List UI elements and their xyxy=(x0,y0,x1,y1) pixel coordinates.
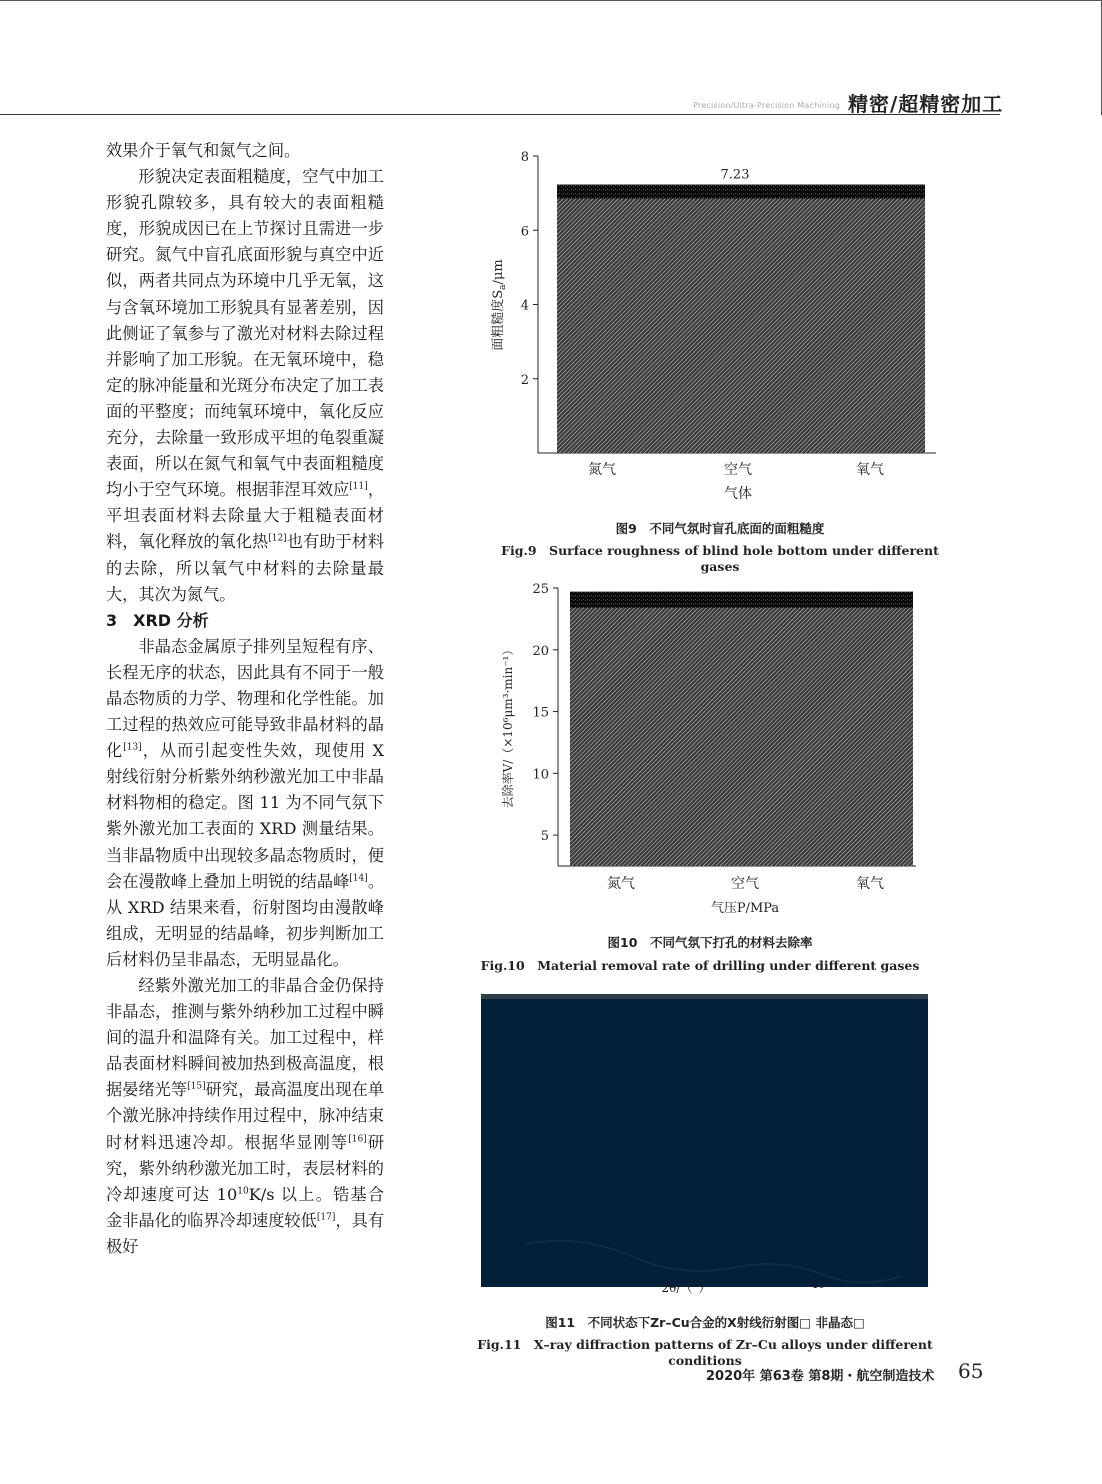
fig10-caption-cn: 图10 不同气氛下打孔的材料去除率 xyxy=(607,935,813,950)
body-text-column xyxy=(106,138,384,1260)
paragraph-3 xyxy=(106,973,384,1260)
paragraph-1 xyxy=(106,164,384,608)
fig9-caption-en: Fig.9 Surface roughness of blind hole bottom under different gases xyxy=(501,543,939,574)
fig10-chart xyxy=(490,578,950,923)
fig9-ytick-label: 2 xyxy=(520,372,529,388)
citation: [17] xyxy=(316,1212,336,1223)
citation: [15] xyxy=(187,1081,206,1092)
fig9-ylabel-main: 面粗糙度S xyxy=(491,289,506,351)
fig10-y-axis-label: 去除率V/（×10⁶μm³·min⁻¹） xyxy=(501,643,515,809)
fig10-xtick-oxygen: 氧气 xyxy=(856,876,884,892)
fig9-ytick-label: 8 xyxy=(520,150,529,165)
fig11-caption-en: Fig.11 X–ray diffraction patterns of Zr–Cu alloys under different conditions xyxy=(477,1337,933,1368)
paragraph-2-text-b: ，从而引起变性失效，现使用 X 射线衍射分析紫外纳秒激光加工中非晶材料物相的稳定。图 11 为不同气氛下紫外激光加工表面的 XRD 测量结果。当非晶物质中出现较多晶态物质时，便会在漫散峰上叠加上明锐的结晶峰 xyxy=(106,741,384,891)
fig10-bar xyxy=(570,592,913,866)
paragraph-3-text-d: K/s 以上。锆基合金非晶化的临界冷却速度较低 xyxy=(106,1184,385,1230)
fig10-ytick-label: 10 xyxy=(532,767,549,783)
citation: [12] xyxy=(268,534,287,545)
fig9-bar-top-band xyxy=(557,185,925,199)
section-heading: 3 XRD 分析 xyxy=(106,610,209,630)
fig11-x-axis-label: 2θ/（°） xyxy=(661,1281,711,1294)
fig9-y-axis-label xyxy=(490,259,508,350)
citation: [11] xyxy=(349,481,368,492)
paragraph-3-text-c: 研究，紫外纳秒激光加工时，表层材料的冷却速度可达 10 xyxy=(106,1132,385,1204)
fig9-ylabel-sub: a xyxy=(498,284,508,290)
fig9-caption-cn: 图9 不同气氛时盲孔底面的面粗糙度 xyxy=(615,521,825,536)
fig11-top-noise-band xyxy=(481,994,928,999)
header-section-en: Precision/Ultra-Precision Machining xyxy=(693,101,840,110)
paragraph-1-text-c: 也有助于材料的去除，所以氧气中材料的去除量最大，其次为氮气。 xyxy=(106,532,385,604)
top-border xyxy=(0,0,1102,1)
fig11-xrd-figure xyxy=(481,994,928,1294)
fig10-xtick-nitrogen: 氮气 xyxy=(607,876,635,892)
exponent: 10 xyxy=(237,1186,249,1197)
fig9-xtick-air: 空气 xyxy=(724,462,752,478)
paragraph-2 xyxy=(106,634,384,973)
fig9-chart xyxy=(490,140,950,510)
footer-journal: 2020年 第63卷 第8期・航空制造技术 xyxy=(706,1369,935,1384)
paragraph-0: 效果介于氧气和氮气之间。 xyxy=(106,141,301,160)
paragraph-3-text-b: 研究，最高温度出现在单个激光脉冲持续作用过程中，脉冲结束时材料迅速冷却。根据华显刚等 xyxy=(106,1080,385,1152)
fig10-x-axis-label: 气压P/MPa xyxy=(710,901,780,916)
fig10-ytick-label: 5 xyxy=(540,829,549,845)
fig10-xtick-air: 空气 xyxy=(731,876,759,892)
fig10-caption-en: Fig.10 Material removal rate of drilling under different gases xyxy=(480,958,920,973)
paragraph-3-text-e: ，具有极好 xyxy=(106,1210,385,1256)
fig9-ylabel-unit: /μm xyxy=(491,259,506,285)
citation: [14] xyxy=(349,873,368,884)
fig9-xtick-nitrogen: 氮气 xyxy=(588,462,616,478)
fig10-ytick-label: 20 xyxy=(532,643,549,659)
fig11-caption-cn: 图11 不同状态下Zr–Cu合金的X射线衍射图□ 非晶态□ xyxy=(545,1315,865,1330)
fig9-ytick-label: 4 xyxy=(520,298,529,314)
fig10-ytick-label: 25 xyxy=(532,582,549,597)
citation: [16] xyxy=(348,1134,367,1145)
fig10-plot-area xyxy=(500,582,916,916)
fig9-plot-area xyxy=(490,150,936,502)
fig11-background xyxy=(481,994,928,1287)
fig11-x-tick: 40 xyxy=(811,1278,825,1291)
fig10-ytick-label: 15 xyxy=(532,705,549,721)
fig9-data-label: 7.23 xyxy=(720,167,750,183)
fig10-bar-top-band xyxy=(570,592,913,608)
fig9-x-axis-label: 气体 xyxy=(724,486,752,502)
paragraph-2-text-c: 。从 XRD 结果来看，衍射图均由漫散峰组成，无明显的结晶峰，初步判断加工后材料仍呈非晶态，无明显晶化。 xyxy=(106,871,385,969)
fig9-ytick-label: 6 xyxy=(520,224,529,240)
fig9-xtick-oxygen: 氧气 xyxy=(856,462,884,478)
paragraph-3-text-a: 经紫外激光加工的非晶合金仍保持非晶态，推测与紫外纳秒加工过程中瞬间的温升和温降有关。加工过程中，样品表面材料瞬间被加热到极高温度，根据晏绪光等 xyxy=(106,976,384,1100)
fig9-bar xyxy=(557,185,925,453)
citation: [13] xyxy=(123,742,142,753)
header-section-cn: 精密/超精密加工 xyxy=(848,92,1004,116)
page-number: 65 xyxy=(958,1359,984,1383)
paragraph-1-text-a: 形貌决定表面粗糙度，空气中加工形貌孔隙较多，具有较大的表面粗糙度，形貌成因已在上节探讨且需进一步研究。氮气中盲孔底面形貌与真空中近似，两者共同点为环境中几乎无氧，这与含氧环境加工形貌具有显著差别，因此侧证了氧参与了激光对材料去除过程并影响了加工形貌。在无氧环境中，稳定的脉冲能量和光斑分布决定了加工表面的平整度；而纯氧环境中，氧化反应充分，去除量一致形成平坦的龟裂重凝表面，所以在氮气和氧气中表面粗糙度均小于空气环境。根据菲涅耳效应 xyxy=(106,167,384,500)
paragraph-2-text-a: 非晶态金属原子排列呈短程有序、长程无序的状态，因此具有不同于一般晶态物质的力学、物理和化学性能。加工过程的热效应可能导致非晶材料的晶化 xyxy=(106,636,384,761)
paragraph-1-text-b: ，平坦表面材料去除量大于粗糙表面材料，氧化释放的氧化热 xyxy=(106,480,385,552)
